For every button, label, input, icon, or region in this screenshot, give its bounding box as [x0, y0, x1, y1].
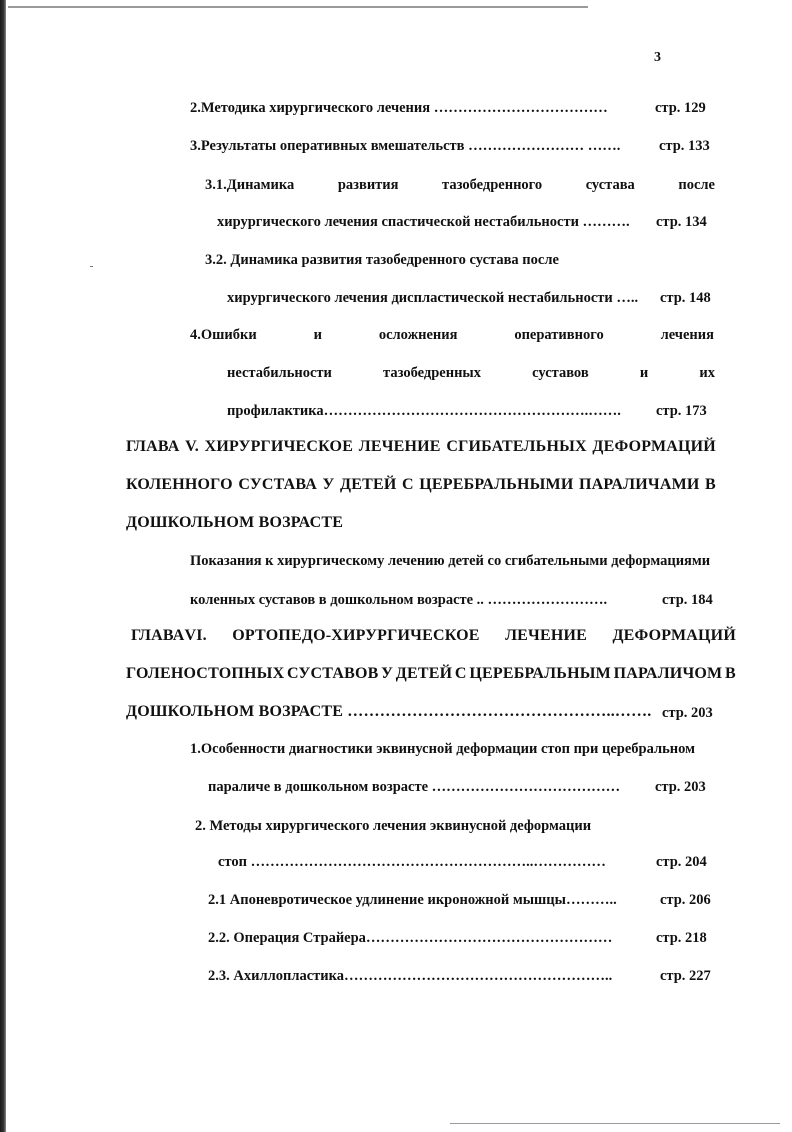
word: ЦЕРЕБРАЛЬНЫМ: [469, 665, 611, 682]
toc-entry-text: 2.1 Апоневротическое удлинение икроножной мышцы………..: [208, 892, 617, 908]
word: С: [402, 476, 414, 493]
word: после: [678, 177, 715, 193]
word: СУСТАВА: [238, 476, 318, 493]
chapter-heading: [126, 437, 716, 457]
toc-entry-page: стр. 218: [656, 930, 707, 946]
scan-artifact-top: [8, 6, 588, 8]
word: ДЕТЕЙ: [340, 476, 397, 493]
toc-entry-justified: [227, 363, 715, 383]
toc-entry-page: стр. 173: [656, 403, 707, 419]
toc-entry-text: 2.Методика хирургического лечения ………………………………: [190, 100, 608, 116]
word: С: [454, 665, 467, 682]
word: ЛЕЧЕНИЕ: [358, 438, 441, 455]
word: осложнения: [378, 327, 458, 343]
word: их: [699, 365, 715, 381]
page-number: 3: [654, 50, 661, 65]
word: ДЕТЕЙ: [395, 665, 453, 682]
toc-entry-text: 2. Методы хирургического лечения эквинусной деформации: [195, 818, 592, 834]
chapter-heading: [126, 664, 736, 684]
word: В: [725, 665, 736, 682]
scan-edge: [0, 0, 6, 1132]
scan-speck: [90, 266, 93, 267]
word: У: [381, 665, 394, 682]
word: развития: [337, 177, 399, 193]
toc-entry-text: 3.Результаты оперативных вмешательств …………………… …….: [190, 138, 621, 154]
word: У: [322, 476, 335, 493]
toc-entry-text: коленных суставов в дошкольном возрасте .. …………………….: [190, 592, 608, 608]
word: нестабильности: [227, 365, 332, 381]
toc-entry-page: стр. 227: [660, 968, 711, 984]
word: ХИРУРГИЧЕСКОЕ: [204, 438, 354, 455]
word: ДЕФОРМАЦИЙ: [612, 627, 736, 644]
word: ДЕФОРМАЦИЙ: [592, 438, 716, 455]
toc-entry-text: хирургического лечения спастической нестабильности ……….: [217, 214, 630, 230]
toc-entry-page: стр. 204: [656, 854, 707, 870]
chapter-heading: ДОШКОЛЬНОМ ВОЗРАСТЕ: [126, 514, 344, 531]
word: ОРТОПЕДО-ХИРУРГИЧЕСКОЕ: [232, 627, 480, 644]
word: оперативного: [514, 327, 604, 343]
word: ГЛАВА: [126, 438, 180, 455]
toc-entry-text: хирургического лечения диспластической нестабильности …..: [227, 290, 639, 306]
word: лечения: [660, 327, 714, 343]
chapter-heading: [126, 475, 716, 495]
toc-entry-text: 2.3. Ахиллопластика………………………………………………..: [208, 968, 613, 984]
toc-entry-page: стр. 203: [662, 705, 713, 721]
toc-entry-justified: [190, 325, 714, 345]
toc-entry-justified: [205, 175, 715, 195]
toc-entry-text: 1.Особенности диагностики эквинусной деформации стоп при церебральном: [190, 741, 695, 757]
toc-entry-text: параличе в дошкольном возрасте …………………………………: [208, 779, 621, 795]
toc-entry-text: 2.2. Операция Страйера……………………………………………: [208, 930, 613, 946]
word: и: [639, 365, 649, 381]
word: В: [705, 476, 716, 493]
word: ЛЕЧЕНИЕ: [505, 627, 588, 644]
word: ПАРАЛИЧОМ: [613, 665, 723, 682]
toc-entry-page: стр. 148: [660, 290, 711, 306]
toc-entry-page: стр. 203: [655, 779, 706, 795]
word: СУСТАВОВ: [287, 665, 379, 682]
chapter-heading: ДОШКОЛЬНОМ ВОЗРАСТЕ …………………………………………..…….: [126, 703, 652, 720]
toc-entry-page: стр. 129: [655, 100, 706, 116]
word: ЦЕРЕБРАЛЬНЫМИ: [419, 476, 574, 493]
word: суставов: [532, 365, 589, 381]
word: сустава: [585, 177, 635, 193]
toc-entry-page: стр. 206: [660, 892, 711, 908]
word: 4.Ошибки: [190, 327, 257, 343]
toc-entry-text: Показания к хирургическому лечению детей со сгибательными деформациями: [190, 553, 711, 569]
word: тазобедренных: [383, 365, 482, 381]
word: КОЛЕННОГО: [126, 476, 233, 493]
scan-artifact-bottom: [450, 1123, 780, 1124]
toc-entry-text: стоп …………………………………………………..……………: [218, 854, 606, 870]
toc-entry-page: стр. 133: [659, 138, 710, 154]
chapter-heading: [131, 626, 736, 646]
toc-entry-page: стр. 184: [662, 592, 713, 608]
word: СГИБАТЕЛЬНЫХ: [446, 438, 587, 455]
word: V.: [185, 438, 200, 455]
toc-entry-page: стр. 134: [656, 214, 707, 230]
word: 3.1.Динамика: [205, 177, 295, 193]
word: тазобедренного: [442, 177, 543, 193]
word: и: [313, 327, 322, 343]
word: ПАРАЛИЧАМИ: [579, 476, 700, 493]
toc-entry-text: 3.2. Динамика развития тазобедренного сустава после: [205, 252, 559, 268]
word: ГОЛЕНОСТОПНЫХ: [126, 665, 285, 682]
toc-entry-text: профилактика……………………………………………….…….: [227, 403, 621, 419]
word: ГЛАВАVI.: [131, 627, 207, 644]
